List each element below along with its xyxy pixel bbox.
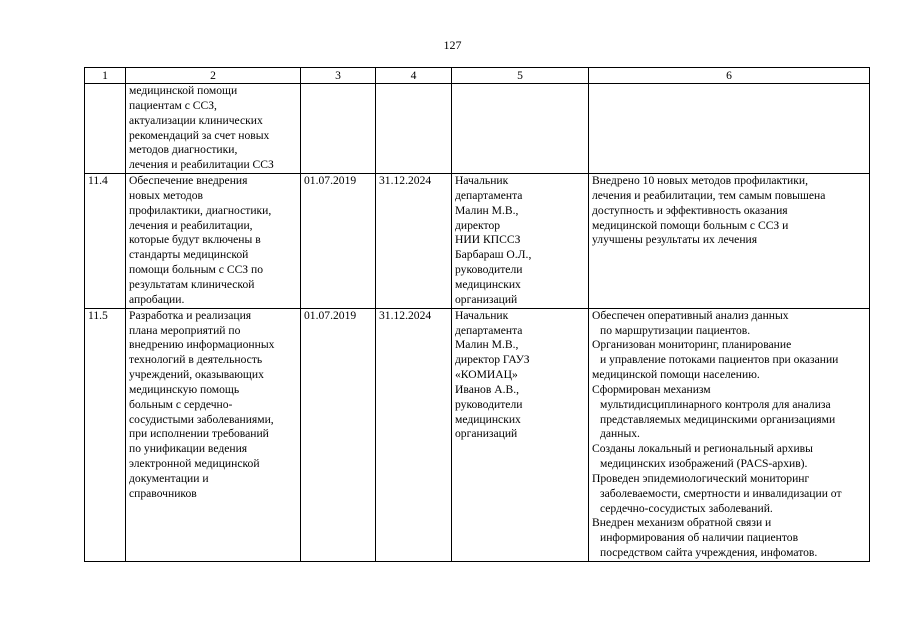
responsible-line: Малин М.В., xyxy=(455,338,519,352)
activity-name-line: медицинскую помощь xyxy=(129,382,240,396)
header-col-6: 6 xyxy=(589,68,870,84)
expected-result xyxy=(589,84,870,174)
result-line: Обеспечен оперативный анализ данных xyxy=(592,308,789,322)
result-line: заболеваемости, смертности и инвалидизации от xyxy=(600,486,842,500)
activity-name-line: плана мероприятий по xyxy=(129,323,241,337)
responsible-line: Начальник xyxy=(455,174,509,188)
activity-name-line: Разработка и реализация xyxy=(129,308,252,322)
header-col-2: 2 xyxy=(126,68,301,84)
responsible-line: руководители xyxy=(455,397,523,411)
responsible-persons xyxy=(452,174,589,309)
activity-name-line: документации и xyxy=(129,471,209,485)
activity-name-line: учреждений, оказывающих xyxy=(129,368,264,382)
activity-name-line: рекомендаций за счет новых xyxy=(129,128,270,142)
header-col-4: 4 xyxy=(376,68,452,84)
activity-name-line: лечения и реабилитации, xyxy=(129,218,253,232)
table-row xyxy=(85,174,870,309)
item-number xyxy=(85,84,126,174)
responsible-line: медицинских xyxy=(455,277,521,291)
result-line: сердечно-сосудистых заболеваний. xyxy=(600,501,773,515)
activity-name xyxy=(126,308,301,561)
result-line: посредством сайта учреждения, инфоматов. xyxy=(600,546,818,560)
responsible-persons xyxy=(452,84,589,174)
activity-name-line: актуализации клинических xyxy=(129,113,263,127)
expected-result xyxy=(589,308,870,561)
activity-name xyxy=(126,84,301,174)
activity-name-line: методов диагностики, xyxy=(129,143,238,157)
responsible-line: медицинских xyxy=(455,412,521,426)
table-row xyxy=(85,84,870,174)
activity-name-line: медицинской помощи xyxy=(129,84,238,97)
result-line: медицинской помощи больным с ССЗ и xyxy=(592,218,789,232)
result-line: по маршрутизации пациентов. xyxy=(600,323,751,337)
activity-name-line: которые будут включены в xyxy=(129,233,261,247)
activity-name-line: сосудистыми заболеваниями, xyxy=(129,412,274,426)
activity-plan-table xyxy=(84,67,870,562)
activity-name xyxy=(126,174,301,309)
result-line: лечения и реабилитации, тем самым повышена xyxy=(592,188,826,202)
activity-name-line: электронной медицинской xyxy=(129,457,260,471)
result-line: Внедрен механизм обратной связи и xyxy=(592,516,772,530)
responsible-line: Малин М.В., xyxy=(455,203,519,217)
result-line: представляемых медицинскими организациями xyxy=(600,412,836,426)
responsible-persons xyxy=(452,308,589,561)
activity-name-line: профилактики, диагностики, xyxy=(129,203,272,217)
activity-name-line: результатам клинической xyxy=(129,277,255,291)
result-line: медицинской помощи населению. xyxy=(592,368,760,382)
responsible-line: организаций xyxy=(455,427,518,441)
result-line: доступность и эффективность оказания xyxy=(592,203,788,217)
responsible-line: руководители xyxy=(455,263,523,277)
responsible-line: департамента xyxy=(455,323,523,337)
header-col-3: 3 xyxy=(301,68,376,84)
header-col-1: 1 xyxy=(85,68,126,84)
result-line: улучшены результаты их лечения xyxy=(592,233,758,247)
responsible-line: организаций xyxy=(455,292,518,306)
activity-name-line: Обеспечение внедрения xyxy=(129,174,248,188)
start-date: 01.07.2019 xyxy=(301,174,376,309)
result-line: Внедрено 10 новых методов профилактики, xyxy=(592,174,808,188)
result-line: Сформирован механизм xyxy=(592,382,711,396)
table-row xyxy=(85,308,870,561)
result-line: данных. xyxy=(600,427,640,441)
end-date: 31.12.2024 xyxy=(376,174,452,309)
result-line: медицинских изображений (PACS-архив). xyxy=(600,457,808,471)
result-line: Организован мониторинг, планирование xyxy=(592,338,792,352)
result-line: мультидисциплинарного контроля для анализа xyxy=(600,397,831,411)
page-number: 127 xyxy=(443,38,462,52)
activity-name-line: пациентам с ССЗ, xyxy=(129,98,217,112)
activity-name-line: апробации. xyxy=(129,292,185,306)
responsible-line: Иванов А.В., xyxy=(455,382,520,396)
activity-name-line: по унификации ведения xyxy=(129,442,248,456)
responsible-line: «КОМИАЦ» xyxy=(455,368,518,382)
end-date: 31.12.2024 xyxy=(376,308,452,561)
activity-name-line: технологий в деятельность xyxy=(129,353,263,367)
responsible-line: НИИ КПССЗ xyxy=(455,233,521,247)
start-date xyxy=(301,84,376,174)
responsible-line: департамента xyxy=(455,188,523,202)
activity-name-line: помощи больным с ССЗ по xyxy=(129,263,264,277)
start-date: 01.07.2019 xyxy=(301,308,376,561)
header-row xyxy=(85,68,870,84)
responsible-line: директор xyxy=(455,218,501,232)
header-col-5: 5 xyxy=(452,68,589,84)
responsible-line: Барбараш О.Л., xyxy=(455,248,532,262)
activity-name-line: справочников xyxy=(129,486,197,500)
expected-result xyxy=(589,174,870,309)
result-line: информирования об наличии пациентов xyxy=(600,531,799,545)
responsible-line: Начальник xyxy=(455,308,509,322)
activity-name-line: новых методов xyxy=(129,188,203,202)
activity-name-line: при исполнении требований xyxy=(129,427,269,441)
activity-name-line: лечения и реабилитации ССЗ xyxy=(129,158,274,172)
activity-name-line: внедрению информационных xyxy=(129,338,275,352)
result-line: Проведен эпидемиологический мониторинг xyxy=(592,471,810,485)
responsible-line: директор ГАУЗ xyxy=(455,353,530,367)
item-number: 11.4 xyxy=(85,174,126,309)
activity-name-line: стандарты медицинской xyxy=(129,248,249,262)
item-number: 11.5 xyxy=(85,308,126,561)
activity-name-line: больным с сердечно- xyxy=(129,397,233,411)
result-line: и управление потоками пациентов при оказании xyxy=(600,353,839,367)
result-line: Созданы локальный и региональный архивы xyxy=(592,442,813,456)
end-date xyxy=(376,84,452,174)
